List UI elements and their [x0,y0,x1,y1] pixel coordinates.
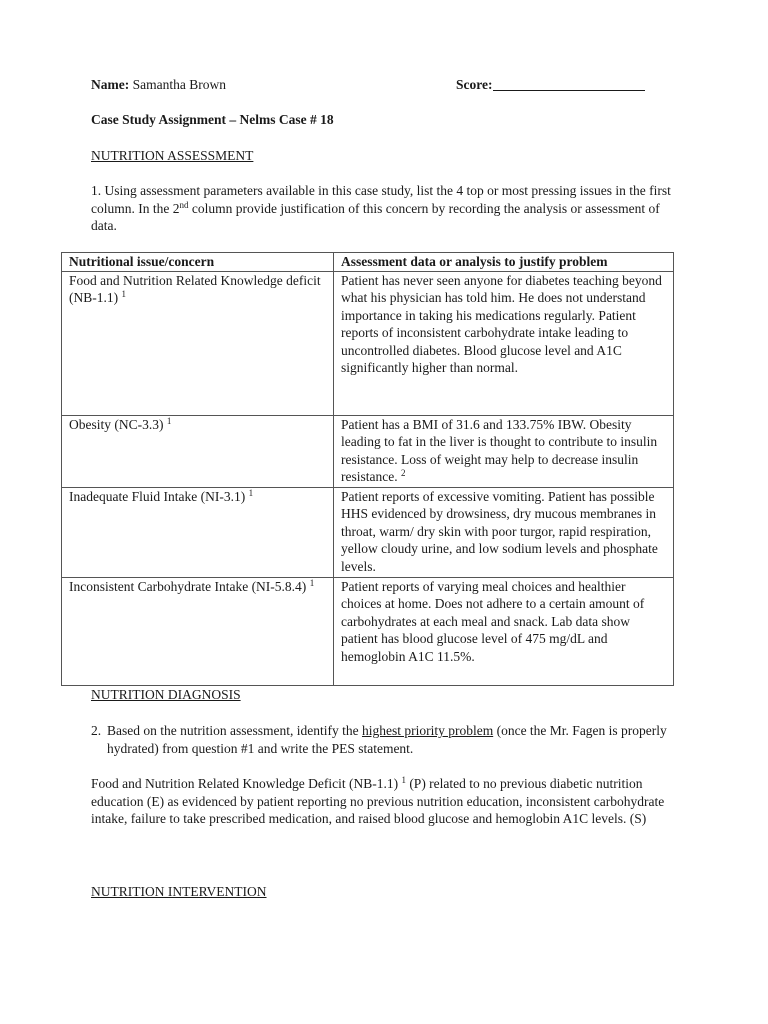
question-1-text-a: 1. Using assessment parameters available in this case study, list the 4 top or most pressing issues in the first column. In the 2 [91,183,671,216]
question-2-body [107,722,691,757]
question-1-superscript: nd [179,199,189,210]
table-row [62,577,674,685]
question-2 [91,722,691,757]
column-header-issue: Nutritional issue/concern [62,253,334,272]
issue-cell [62,487,334,577]
question-2-text-a: Based on the nutrition assessment, identify the [107,723,362,738]
assessment-cell [334,577,674,685]
table-header-row [62,253,674,272]
score-blank-line [493,77,645,91]
table-row [62,415,674,487]
issue-text: Food and Nutrition Related Knowledge deficit (NB-1.1) [69,272,321,305]
assessment-text: Patient reports of excessive vomiting. Patient has possible HHS evidenced by drowsiness, dry mucous membranes in throat, warm/ dry skin with poor turgor, rapid respiration, yellow cloudy urine, and low sodium levels and phosphate levels. [341,488,658,574]
question-2-text-b: (once the Mr. Fagen is properly hydrated) from question #1 and write the PES statement. [107,723,667,756]
assessment-text: Patient has a BMI of 31.6 and 133.75% IBW. Obesity leading to fat in the liver is thought to contribute to insulin resistance. Loss of weight may help to decrease insulin resistance. [341,416,658,484]
issue-reference: 1 [309,577,315,588]
issue-reference: 1 [248,487,254,498]
assessment-text: Patient reports of varying meal choices and healthier choices at home. Does not adhere to a certain amount of carbohydrates at each meal and snack. Lab data show patient has blood glucose level of 475 mg/dL and hemoglobin A1C 11.5%. [341,578,645,664]
question-2-number: 2. [91,723,102,738]
section-heading-assessment: NUTRITION ASSESSMENT [91,148,254,163]
pes-reference: 1 [401,775,406,785]
case-title: Case Study Assignment – Nelms Case # 18 [91,112,334,127]
pes-statement [91,775,681,828]
question-2-underlined: highest priority problem [361,723,494,738]
name-label: Name: [91,77,130,92]
pes-text-b: (P) related to no previous diabetic nutrition education (E) as evidenced by patient reporting no previous nutrition education, inconsistent carbohydrate intake, failure to take prescribed medication, and raised blood glucose and hemoglobin A1C levels. (S) [91,776,665,826]
assessment-text: Patient has never seen anyone for diabetes teaching beyond what his physician has told him. He does not understand importance in taking his medications regularly. Patient reports of inconsistent carbohydrate intake leading to uncontrolled diabetes. Blood glucose level and A1C significantly higher than normal. [341,272,662,375]
table-row [62,271,674,415]
table-row [62,487,674,577]
assessment-cell [334,415,674,487]
name-field [91,76,226,94]
assessment-cell [334,487,674,577]
assessment-reference: 2 [400,468,406,478]
assessment-table [61,252,674,686]
issue-reference: 1 [166,415,172,426]
issue-text: Obesity (NC-3.3) [69,416,164,432]
section-heading-intervention: NUTRITION INTERVENTION [91,884,267,899]
issue-text: Inadequate Fluid Intake (NI-3.1) [69,488,246,504]
question-1 [91,182,681,235]
student-name: Samantha Brown [132,77,226,92]
issue-reference: 1 [121,289,126,299]
assessment-cell [334,271,674,415]
issue-cell [62,577,334,685]
question-1-text-b: column provide justification of this concern by recording the analysis or assessment of data. [91,200,660,233]
pes-text-a: Food and Nutrition Related Knowledge Deficit (NB-1.1) [91,776,402,791]
score-label: Score: [456,77,493,92]
score-field [456,76,645,94]
issue-text: Inconsistent Carbohydrate Intake (NI-5.8.4) [69,578,307,594]
issue-cell [62,415,334,487]
section-heading-diagnosis: NUTRITION DIAGNOSIS [91,687,241,702]
column-header-assessment: Assessment data or analysis to justify problem [334,253,674,272]
issue-cell [62,271,334,415]
